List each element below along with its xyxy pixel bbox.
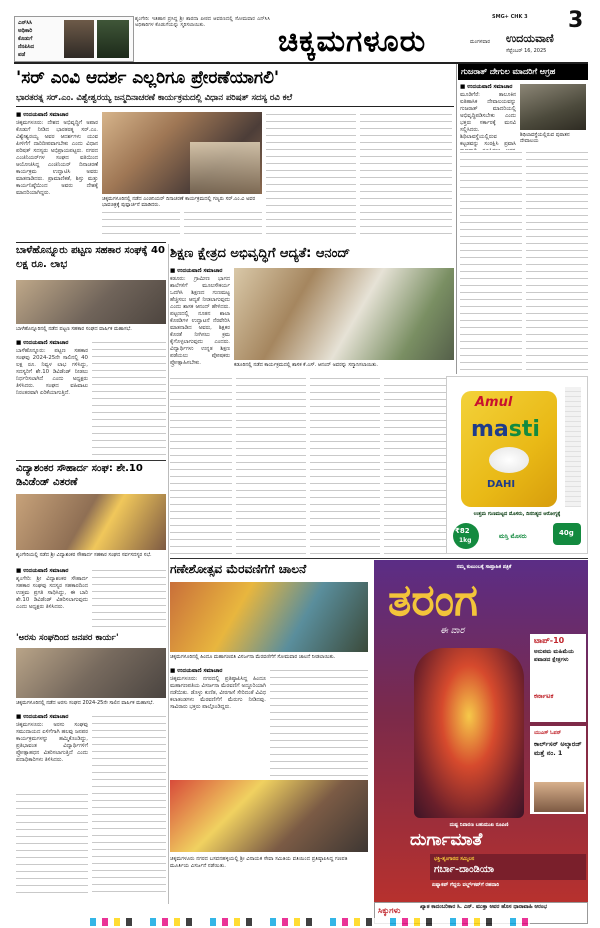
edition-label: ಮಂಗಳವಾರ xyxy=(470,39,491,45)
page-number: 3 xyxy=(568,8,584,33)
promo-line: ಪಡೆ xyxy=(18,52,26,58)
amul-ad xyxy=(446,376,588,554)
amul-tagline: ಉತ್ತಮ ಗುಣಮಟ್ಟದ ಮೊಸರು, ದಿನನಿತ್ಯದ ಆರೋಗ್ಯಕ್ಕೆ xyxy=(473,511,561,517)
vidya-body: ಶೃಂಗೇರಿ: ಶ್ರೀ ವಿದ್ಯಾಶಂಕರ ಸೌಹಾರ್ದ ಸಹಕಾರ ಸಂಘವು ಸದಸ್ಯರ ಸಹಕಾರದಿಂದ ಉತ್ತಮ ಪ್ರಗತಿ ಸಾಧಿಸಿದ್ದು, ಈ ಬಾರಿ ಶೇ.10 ಡಿವಿಡೆಂಡ್ ವಿತರಿಸಲಾಗುವುದು ಎಂದು ಅಧ್ಯಕ್ಷರು ತಿಳಿಸಿದರು. xyxy=(16,576,88,610)
gujarat-column xyxy=(526,150,588,372)
arasu-column xyxy=(92,714,166,898)
ganesha-caption: ಚಿಕ್ಕಮಗಳೂರಿನಲ್ಲಿ ಹಿಂದೂ ಮಹಾಗಣಪತಿ ವಿಸರ್ಜನಾ ಮೆರವಣಿಗೆಗೆ ಸೋಮವಾರ ಚಾಲನೆ ನೀಡಲಾಯಿತು. xyxy=(170,654,336,660)
education-dateline: ■ ಉದಯವಾಣಿ ಸಮಾಚಾರ xyxy=(170,268,223,274)
taranga-bottom-left: ಏಷ್ಯಾಕಪ್ ಗೆದ್ದರು ವರ್ಲ್ಡ್‌ಕಪ್‌ಗೆ ರಹದಾರಿ xyxy=(432,882,500,888)
column-divider xyxy=(168,244,169,904)
promo-text xyxy=(18,19,62,61)
lead-column xyxy=(102,210,180,240)
education-column xyxy=(310,376,380,556)
taranga-bottom-badge: ಸಿಕ್ಕುಗಳು xyxy=(378,906,401,915)
lead-column xyxy=(266,112,356,240)
promo-line: ಅಧಿಕಾರಿ xyxy=(18,28,33,34)
bank-body: ಬಾಳೆಹೊನ್ನೂರು: ಪಟ್ಟಣ ಸಹಕಾರ ಸಂಘವು 2024-25ನೇ ಸಾಲಿನಲ್ಲಿ 40 ಲಕ್ಷ ರೂ. ನಿವ್ವಳ ಲಾಭ ಗಳಿಸಿದ್ದು, ಸದಸ್ಯರಿಗೆ ಶೇ.10 ಡಿವಿಡೆಂಡ್ ನೀಡಲು ನಿರ್ಧರಿಸಲಾಗಿದೆ ಎಂದು ಅಧ್ಯಕ್ಷರು ತಿಳಿಸಿದರು. ಸಂಘದ ವಹಿವಾಟು ನಿರಂತರವಾಗಿ ಏರಿಕೆಯಾಗುತ್ತಿದೆ. xyxy=(16,348,88,396)
bank-column xyxy=(92,340,166,458)
vidya-caption: ಶೃಂಗೇರಿಯಲ್ಲಿ ನಡೆದ ಶ್ರೀ ವಿದ್ಯಾಶಂಕರ ಸೌಹಾರ್ದ ಸಹಕಾರ ಸಂಘದ ಸರ್ವಸದಸ್ಯರ ಸಭೆ. xyxy=(16,552,152,558)
taranga-top10: ಟಾಪ್-10 xyxy=(534,636,565,645)
amul-bowl xyxy=(489,447,529,473)
lead-column xyxy=(184,210,262,240)
column-divider xyxy=(170,558,588,559)
column-divider xyxy=(456,64,457,374)
ganesha-body: ಚಿಕ್ಕಮಗಳೂರು: ನಗರದಲ್ಲಿ ಪ್ರತಿಷ್ಠಾಪಿಸಿದ್ದ ಹಿಂದೂ ಮಹಾಗಣಪತಿಯ ವಿಸರ್ಜನಾ ಮೆರವಣಿಗೆ ಅದ್ದೂರಿಯಾಗಿ ನಡೆಯಿತು. ಡೊಳ್ಳು ಕುಣಿತ, ವೀರಗಾಸೆ ಸೇರಿದಂತೆ ವಿವಿಧ ಕಲಾತಂಡಗಳು ಮೆರವಣಿಗೆಗೆ ಮೆರುಗು ನೀಡಿದವು. ಸಾವಿರಾರು ಭಕ್ತರು ಪಾಲ್ಗೊಂಡಿದ್ದರು. xyxy=(170,676,266,710)
goddess-image xyxy=(414,648,524,818)
bank-photo xyxy=(16,280,166,324)
arasu-photo xyxy=(16,648,166,698)
amul-size: 1kg xyxy=(459,537,472,544)
lead-body: ಚಿಕ್ಕಮಗಳೂರು: ದೇಶದ ಅಭಿವೃದ್ಧಿಗೆ ಅಪಾರ ಕೊಡುಗೆ ನೀಡಿದ ಭಾರತರತ್ನ ಸರ್.ಎಂ. ವಿಶ್ವೇಶ್ವರಯ್ಯ ಅವರ ಆದರ್ಶಗಳು ಯುವ ಪೀಳಿಗೆಗೆ ದಾರಿದೀಪವಾಗಬೇಕು ಎಂದು ವಿಧಾನ ಪರಿಷತ್ ಸದಸ್ಯರು ಅಭಿಪ್ರಾಯಪಟ್ಟರು. ನಗರದ ಎಂಜಿನಿಯರ್‌ಗಳ ಸಂಘದ ವತಿಯಿಂದ ಆಯೋಜಿಸಿದ್ದ ಎಂಜಿನಿಯರ್ ದಿನಾಚರಣೆ ಕಾರ್ಯಕ್ರಮ ಉದ್ಘಾಟಿಸಿ ಅವರು ಮಾತನಾಡಿದರು. ಪ್ರಾಮಾಣಿಕತೆ, ಶಿಸ್ತು ಮತ್ತು ಕಾರ್ಯನಿಷ್ಠೆಯಿಂದ ಅವರು ದೇಶಕ್ಕೆ ಮಾದರಿಯಾಗಿದ್ದರು. xyxy=(16,120,98,196)
gujarat-headline: ಗುಜರಾತ್ ದೇಗುಲ ಮಾದರಿಗೆ ಆಗ್ರಹ xyxy=(461,67,556,76)
edition-code: SMG+ CHK 3 xyxy=(492,14,528,20)
taranga-ad xyxy=(374,560,588,902)
arasu-caption: ಚಿಕ್ಕಮಗಳೂರಿನಲ್ಲಿ ನಡೆದ ಅರಸು ಸಂಘದ 2024-25ನೇ ಸಾಲಿನ ವಾರ್ಷಿಕ ಮಹಾಸಭೆ. xyxy=(16,700,154,706)
amul-product-a: ma xyxy=(471,417,509,442)
amul-variant: ಮಸ್ತಿ ಮೊಸರು xyxy=(499,533,527,540)
taranga-top: ನಮ್ಮ ಕುಟುಂಬಕ್ಕೆ ಸಾಪ್ತಾಹಿಕ ಪತ್ರಿಕೆ xyxy=(456,564,512,570)
vidya-column xyxy=(92,568,166,628)
ganesha-caption-2: ಚಿಕ್ಕಮಗಳೂರು ನಗರದ ಬಸವನಹಳ್ಳಿಯಲ್ಲಿ ಶ್ರೀ ವಿನಾಯಕ ಸೇವಾ ಸಮಿತಿಯ ವತಿಯಿಂದ ಪ್ರತಿಷ್ಠಾಪಿಸಿದ್ದ ಗಣಪತಿ ಮೂರ್ತಿಯ ವಿಸರ್ಜನೆ ನಡೆಯಿತು. xyxy=(170,856,348,869)
lead-subheadline: ಭಾರತರತ್ನ ಸರ್.ಎಂ. ವಿಶ್ವೇಶ್ವರಯ್ಯ ಜನ್ಮದಿನಾಚರಣೆ ಕಾರ್ಯಕ್ರಮದಲ್ಲಿ ವಿಧಾನ ಪರಿಷತ್ ಸದಸ್ಯ ರವಿ ಕಲೆ xyxy=(16,92,293,102)
bank-dateline: ■ ಉದಯವಾಣಿ ಸಮಾಚಾರ xyxy=(16,340,69,346)
ganesha-headline: ಗಣೇಶೋತ್ಸವ ಮೆರವಣಿಗೆಗೆ ಚಾಲನೆ xyxy=(170,562,307,576)
taranga-title: ತರಂಗ xyxy=(388,575,478,626)
lead-photo-2 xyxy=(190,142,260,194)
lead-caption: ಚಿಕ್ಕಮಗಳೂರಿನಲ್ಲಿ ನಡೆದ ಎಂಜಿನಿಯರ್ ದಿನಾಚರಣೆ ಕಾರ್ಯಕ್ರಮದಲ್ಲಿ ಗಣ್ಯರು ಸರ್.ಎಂ.ವಿ ಅವರ ಭಾವಚಿತ್ರಕ್ಕೆ ಪುಷ್ಪಾರ್ಚನೆ ಮಾಡಿದರು. xyxy=(102,196,256,208)
education-caption: ಕಡೂರಿನಲ್ಲಿ ನಡೆದ ಕಾರ್ಯಕ್ರಮದಲ್ಲಿ ಶಾಸಕ ಕೆ.ಎಸ್. ಆನಂದ್ ಅವರನ್ನು ಸನ್ಮಾನಿಸಲಾಯಿತು. xyxy=(234,362,378,368)
gujarat-column xyxy=(460,150,522,372)
gujarat-photo xyxy=(520,84,586,130)
lead-column xyxy=(360,112,452,240)
bank-caption: ಬಾಳೆಹೊನ್ನೂರಿನಲ್ಲಿ ನಡೆದ ಪಟ್ಟಣ ಸಹಕಾರ ಸಂಘದ ವಾರ್ಷಿಕ ಮಹಾಸಭೆ. xyxy=(16,326,132,332)
promo-box xyxy=(14,16,134,62)
issue-date: ಸೆಪ್ಟೆಂಬರ್ 16, 2025 xyxy=(506,48,547,54)
ganesha-photo xyxy=(170,582,368,652)
education-headline: ಶಿಕ್ಷಣ ಕ್ಷೇತ್ರದ ಅಭಿವೃದ್ಧಿಗೆ ಆದ್ಯತೆ: ಆನಂದ್ xyxy=(170,246,351,261)
gujarat-dateline: ■ ಉದಯವಾಣಿ ಸಮಾಚಾರ xyxy=(460,84,513,90)
arasu-column xyxy=(16,792,88,898)
masthead-place: ಚಿಕ್ಕಮಗಳೂರು xyxy=(278,24,427,59)
vidya-dateline: ■ ಉದಯವಾಣಿ ಸಮಾಚಾರ xyxy=(16,568,69,574)
bank-headline: ಬಾಳೆಹೊನ್ನೂರು ಪಟ್ಟಣ ಸಹಕಾರ ಸಂಘಕ್ಕೆ 40 ಲಕ್ಷ ರೂ. ಲಾಭ xyxy=(16,245,165,270)
ganesha-dateline: ■ ಉದಯವಾಣಿ ಸಮಾಚಾರ xyxy=(170,668,223,674)
promo-line: ಎನ್‌ಸಿಸಿ xyxy=(18,20,32,26)
taranga-side-text: ಕಾರ್ಲ್‌ಸನ್ ಅಲ್ಕಾರಜ್ ಮತ್ತೆ ನಂ. 1 xyxy=(534,740,582,757)
gujarat-caption: ಶಿಥಿಲಾವಸ್ಥೆಯಲ್ಲಿರುವ ಪುರಾತನ ದೇವಾಲಯ xyxy=(520,132,570,144)
taranga-goddess-line: ದುಷ್ಟ ನಿವಾರಣ ಬಹುಮುಖ ರೂಪಿಣಿ xyxy=(449,822,509,828)
bank-rule xyxy=(16,242,166,243)
lead-headline: 'ಸರ್ ಎಂವಿ ಆದರ್ಶ ಎಲ್ಲರಿಗೂ ಪ್ರೇರಣೆಯಾಗಲಿ' xyxy=(16,68,280,88)
promo-line: ಕೊಡುಗೆ xyxy=(18,36,33,42)
brief-intro: ಶೃಂಗೇರಿ: ಇತಿಹಾಸ ಪ್ರಸಿದ್ಧ ಶ್ರೀ ಶಾರದಾ ಪೀಠದ ಆವರಣದಲ್ಲಿ ಸೋಮವಾರ ಎನ್‌ಸಿಸಿ ಅಧಿಕಾರಿಗಳ ಕೊಡುಗೆಯನ್ನು ಸ್ಮರಿಸಲಾಯಿತು. xyxy=(135,16,270,28)
arasu-dateline: ■ ಉದಯವಾಣಿ ಸಮಾಚಾರ xyxy=(16,714,69,720)
promo-photo-2 xyxy=(97,20,129,58)
education-body: ಕಡೂರು: ಗ್ರಾಮೀಣ ಭಾಗದ ಶಾಲೆಗಳಿಗೆ ಮೂಲಸೌಕರ್ಯ ಒದಗಿಸಿ ಶಿಕ್ಷಣದ ಗುಣಮಟ್ಟ ಹೆಚ್ಚಿಸಲು ಆದ್ಯತೆ ನೀಡಲಾಗುವುದು ಎಂದು ಶಾಸಕ ಆನಂದ್ ಹೇಳಿದರು. ಪಟ್ಟಣದಲ್ಲಿ ನೂತನ ಶಾಲಾ ಕೊಠಡಿಗಳ ಉದ್ಘಾಟನೆ ನೆರವೇರಿಸಿ ಮಾತನಾಡಿದ ಅವರು, ಶಿಕ್ಷಕರ ಕೊರತೆ ನೀಗಿಸಲು ಕ್ರಮ ಕೈಗೊಳ್ಳಲಾಗುವುದು ಎಂದರು. ವಿದ್ಯಾರ್ಥಿಗಳು ಉನ್ನತ ಶಿಕ್ಷಣ ಪಡೆಯಲು ಪೋಷಕರು ಪ್ರೋತ್ಸಾಹಿಸಬೇಕು. xyxy=(170,276,230,366)
ganesha-photo-2 xyxy=(170,780,368,852)
column-divider xyxy=(16,460,166,461)
amul-pack-size: 40g xyxy=(559,529,574,537)
amul-brand: Amul xyxy=(475,395,513,410)
taranga-side-label: ಯುಎಸ್ ಓಪನ್ xyxy=(534,730,562,736)
amul-product xyxy=(471,417,540,442)
amul-product-b: sti xyxy=(508,417,540,442)
taranga-top10-sub: ಅನುಪಮ ಮಹಿಮೆಯ ಪವಾಡದ ಕ್ಷೇತ್ರಗಳು xyxy=(534,649,574,663)
amul-side-strip xyxy=(565,387,581,507)
taranga-side-photo xyxy=(534,782,584,812)
lead-dateline: ■ ಉದಯವಾಣಿ ಸಮಾಚಾರ xyxy=(16,112,69,118)
lead-rule xyxy=(16,106,454,107)
registration-marks xyxy=(90,918,530,926)
education-column xyxy=(170,376,232,556)
vidya-headline: ವಿದ್ಯಾಶಂಕರ ಸೌಹಾರ್ದ ಸಂಘ: ಶೇ.10 ಡಿವಿಡೆಂಡ್ ವಿತರಣೆ xyxy=(16,463,143,488)
vidya-photo xyxy=(16,494,166,550)
taranga-garba-title: ಗರ್ಬಾ-ದಾಂಡಿಯಾ xyxy=(434,864,495,875)
taranga-goddess-title: ದುರ್ಗಾಮಾತೆ xyxy=(410,830,483,850)
gujarat-body: ಮೂಡಿಗೆರೆ: ತಾಲೂಕಿನ ಐತಿಹಾಸಿಕ ದೇವಾಲಯವನ್ನು ಗುಜರಾತ್ ಮಾದರಿಯಲ್ಲಿ ಅಭಿವೃದ್ಧಿಪಡಿಸಬೇಕು ಎಂದು ಭಕ್ತರು ಸರ್ಕಾರಕ್ಕೆ ಮನವಿ ಸಲ್ಲಿಸಿದರು. ಶಿಥಿಲಾವಸ್ಥೆಯಲ್ಲಿರುವ ಕಟ್ಟಡವನ್ನು ಸಂರಕ್ಷಿಸಿ ಪ್ರವಾಸಿ xyxy=(460,92,516,147)
education-photo xyxy=(234,268,454,360)
amul-type: DAHI xyxy=(487,479,516,490)
taranga-karnataka: ಕರ್ನಾಟಕ xyxy=(534,692,554,700)
promo-photo-1 xyxy=(64,20,94,58)
taranga-subtitle: ಈ ವಾರ xyxy=(440,626,465,636)
education-column xyxy=(384,376,454,556)
promo-line: ನೆನಪಿಸಿದ xyxy=(18,44,35,50)
ganesha-column xyxy=(270,668,368,776)
arasu-body: ಚಿಕ್ಕಮಗಳೂರು: ಅರಸು ಸಂಘವು ಸಮುದಾಯದ ಏಳಿಗೆಗಾಗಿ ಹಲವು ಜನಪರ ಕಾರ್ಯಕ್ರಮಗಳನ್ನು ಹಮ್ಮಿಕೊಂಡಿದ್ದು, ಪ್ರತಿಭಾವಂತ ವಿದ್ಯಾರ್ಥಿಗಳಿಗೆ ಪ್ರೋತ್ಸಾಹಧನ ವಿತರಿಸಲಾಗುತ್ತಿದೆ ಎಂದು ಪದಾಧಿಕಾರಿಗಳು ತಿಳಿಸಿದರು. xyxy=(16,722,88,763)
amul-price: ₹82 xyxy=(455,527,470,535)
education-column xyxy=(236,376,306,556)
arasu-headline: 'ಅರಸು ಸಂಘದಿಂದ ಜನಪರ ಕಾರ್ಯ' xyxy=(16,633,119,643)
masthead xyxy=(0,0,600,62)
taranga-garba-line: ಭಕ್ತಿ-ಶೃಂಗಾರದ ಸಮ್ಮಿಲನ xyxy=(434,856,475,862)
taranga-bottom-text: ಖ್ಯಾತ ಕಾದಂಬರಿಕಾರ ಸಿ. ಎನ್. ಮುಕ್ತಾ ಅವರ ಹೊಸ ಧಾರಾವಾಹಿ ಆರಂಭ xyxy=(420,904,547,910)
paper-name: ಉದಯವಾಣಿ xyxy=(506,32,554,45)
